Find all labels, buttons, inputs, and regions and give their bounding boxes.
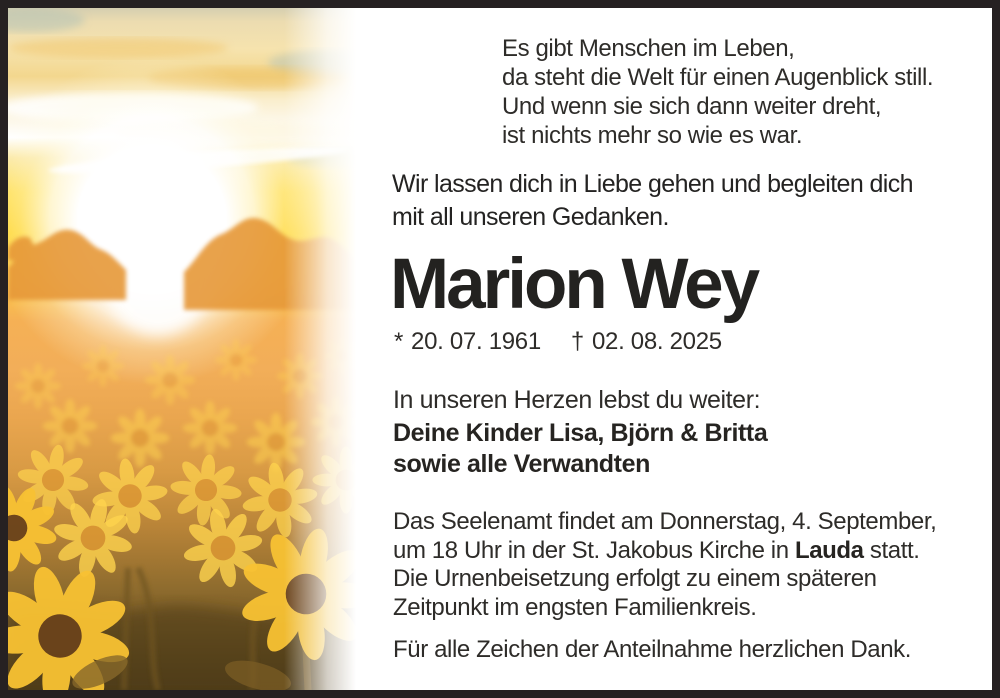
service-line: Die Urnenbeisetzung erfolgt zu einem späteren xyxy=(393,565,877,592)
birth-date-value: 20. 07. 1961 xyxy=(411,328,541,355)
poem-line: da steht die Welt für einen Augenblick still. xyxy=(502,64,934,91)
mourners-line: Deine Kinder Lisa, Björn & Britta xyxy=(393,419,768,447)
mourners xyxy=(393,418,767,480)
farewell-line: mit all unseren Gedanken. xyxy=(392,203,669,231)
farewell-line: Wir lassen dich in Liebe gehen und begleiten dich xyxy=(392,170,913,198)
poem xyxy=(502,34,933,150)
poem-line: Und wenn sie sich dann weiter dreht, xyxy=(502,93,882,120)
service-location: Lauda xyxy=(794,536,864,564)
death-date-value: 02. 08. 2025 xyxy=(591,328,722,355)
birth-date xyxy=(394,328,541,356)
service-line: Das Seelenamt findet am Donnerstag, 4. September, xyxy=(393,508,937,535)
obituary-content xyxy=(8,8,992,690)
life-dates xyxy=(394,328,722,356)
service-line: Zeitpunkt im engsten Familienkreis. xyxy=(393,593,757,621)
service-line2-prefix: um 18 Uhr in der St. Jakobus Kirche in xyxy=(393,536,795,564)
remembrance-intro: In unseren Herzen lebst du weiter: xyxy=(393,386,761,414)
service-details xyxy=(393,508,936,622)
thanks-text: Für alle Zeichen der Anteilnahme herzlichen Dank. xyxy=(393,636,912,663)
birth-star-symbol: * xyxy=(394,328,404,355)
death-date xyxy=(571,328,722,356)
service-line xyxy=(393,537,936,566)
poem-line: Es gibt Menschen im Leben, xyxy=(502,35,795,62)
farewell-text xyxy=(392,168,913,234)
deceased-name: Marion Wey xyxy=(390,245,758,324)
service-line2-suffix: statt. xyxy=(863,536,920,564)
poem-line: ist nichts mehr so wie es war. xyxy=(502,122,803,149)
death-cross-symbol: † xyxy=(570,328,584,355)
mourners-line: sowie alle Verwandten xyxy=(393,450,650,478)
